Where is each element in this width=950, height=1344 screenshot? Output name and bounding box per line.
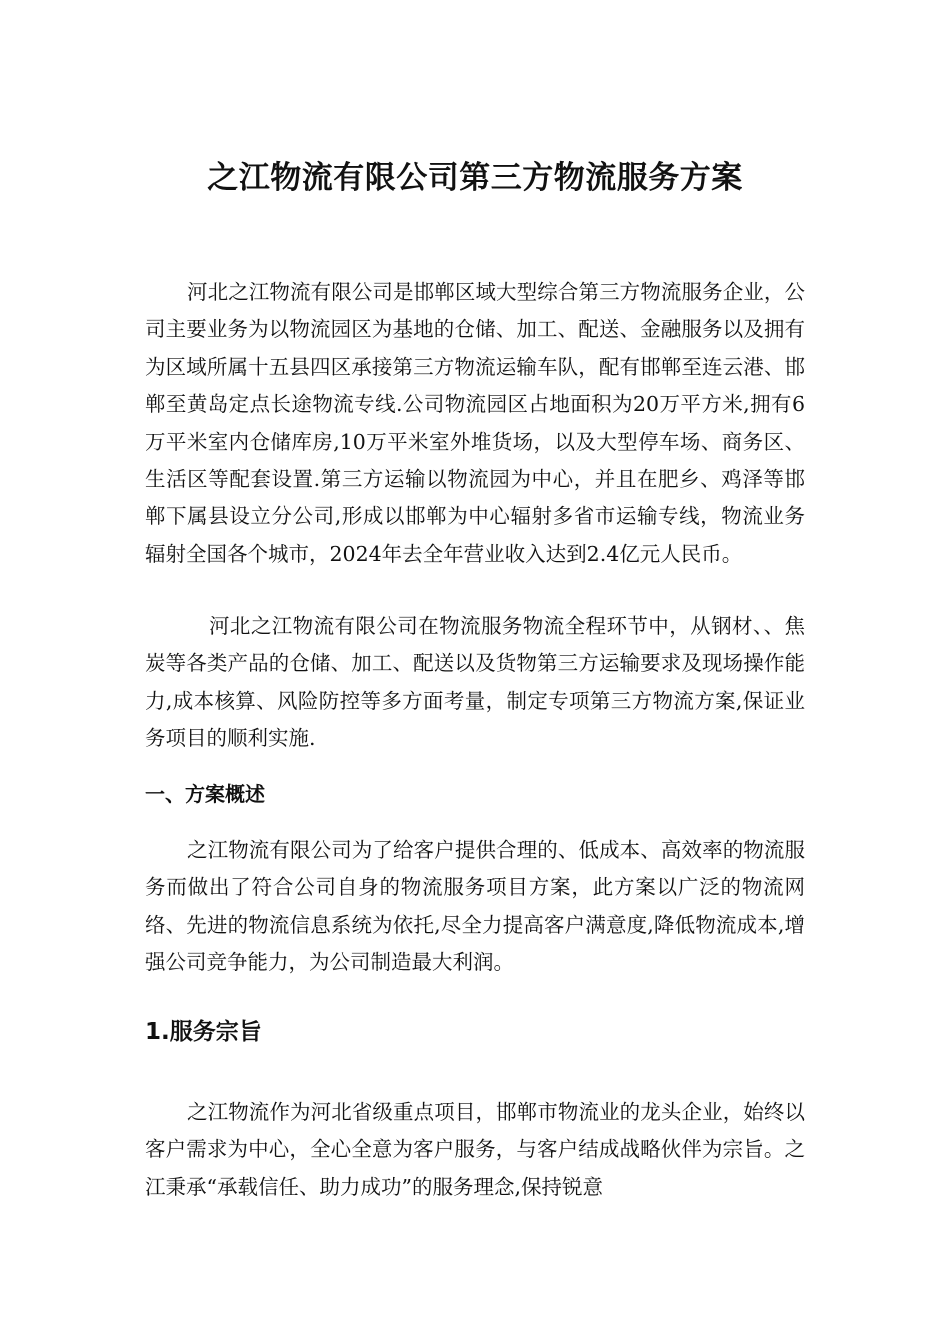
section-heading-overview: 一、方案概述 (145, 782, 265, 806)
intro-paragraph-2: 河北之江物流有限公司在物流服务物流全程环节中，从钢材、、焦炭等各类产品的仓储、加工、配送以及货物第三方运输要求及现场操作能力,成本核算、风险防控等多方面考量，制定专项第三方物流方案,保证业务项目的顺利实施. (145, 614, 805, 751)
service-purpose-paragraph: 之江物流作为河北省级重点项目，邯郸市物流业的龙头企业，始终以客户需求为中心，全心全意为客户服务，与客户结成战略伙伴为宗旨。之江秉承“承载信任、助力成功”的服务理念,保持锐意 (145, 1100, 805, 1199)
subsection-heading-service-purpose: 1.服务宗旨 (145, 1019, 262, 1045)
intro-paragraph-1: 河北之江物流有限公司是邯郸区域大型综合第三方物流服务企业，公司主要业务为以物流园区为基地的仓储、加工、配送、金融服务以及拥有为区域所属十五县四区承接第三方物流运输车队，配有邯郸至连云港、邯郸至黄岛定点长途物流专线.公司物流园区占地面积为20万平方米,拥有6万平米室内仓储库房,10万平米室外堆货场，以及大型停车场、商务区、生活区等配套设置.第三方运输以物流园为中心，并且在肥乡、鸡泽等邯郸下属县设立分公司,形成以邯郸为中心辐射多省市运输专线，物流业务辐射全国各个城市，2024年去全年营业收入达到2.4亿元人民币。 (145, 280, 805, 566)
document-title: 之江物流有限公司第三方物流服务方案 (207, 160, 743, 196)
overview-paragraph: 之江物流有限公司为了给客户提供合理的、低成本、高效率的物流服务而做出了符合公司自身的物流服务项目方案，此方案以广泛的物流网络、先进的物流信息系统为依托,尽全力提高客户满意度,降低物流成本,增强公司竞争能力，为公司制造最大利润。 (145, 838, 805, 975)
